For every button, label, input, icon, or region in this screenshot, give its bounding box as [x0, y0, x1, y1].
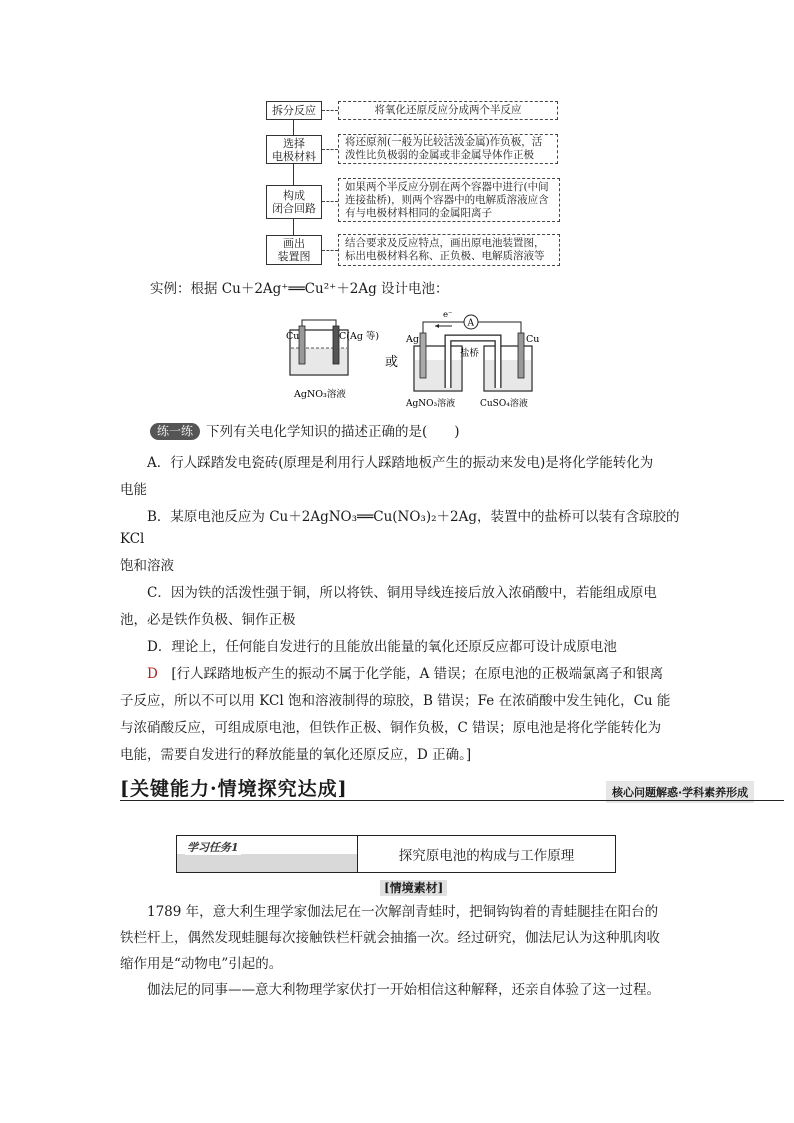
flow-step-3	[266, 185, 322, 219]
flow-step-3-desc	[338, 178, 560, 222]
or-label: 或	[385, 355, 399, 370]
practice-badge: 练一练	[150, 423, 200, 440]
label-cuso4: CuSO₄溶液	[480, 399, 528, 409]
option-a-line1: A．行人踩踏发电瓷砖(原理是利用行人踩踏地板产生的振动来发电)是将化学能转化为	[147, 455, 654, 471]
galvanic-cell-diagrams	[280, 308, 540, 418]
flow-step-label: 构成 闭合回路	[272, 189, 316, 215]
wire	[302, 320, 336, 326]
ammeter-label: A	[467, 318, 474, 329]
practice-question: 下列有关电化学知识的描述正确的是( )	[206, 424, 460, 440]
wire-left	[423, 322, 464, 333]
flow-desc-text: 将还原剂(一般为比较活泼金属)作负极，活 泼性比负极弱的金属或非金属导体作正极	[345, 136, 543, 161]
option-c-line1: C．因为铁的活泼性强于铜，所以将铁、铜用导线连接后放入浓硝酸中，若能组成原电	[147, 585, 657, 601]
flow-step-1	[266, 101, 322, 120]
flow-step-label: 画出 装置图	[277, 237, 311, 263]
flow-step-label: 选择 电极材料	[272, 136, 316, 163]
flow-link	[322, 250, 338, 251]
flow-step-4-desc	[338, 234, 560, 266]
material-p2-line1: 伽法尼的同事——意大利物理学家伏打一开始相信这种解释，还亲自体验了这一过程。	[147, 982, 660, 998]
task-title-cell	[358, 836, 615, 872]
electron-arrowhead	[435, 324, 439, 328]
example-text: 实例：根据 Cu＋2Ag⁺══Cu²⁺＋2Ag 设计电池：	[150, 281, 449, 297]
answer-line4: 电能，需要自发进行的释放能量的氧化还原反应，D 正确。]	[120, 747, 472, 763]
option-b-line2: 饱和溶液	[120, 558, 174, 574]
label-agno3: AgNO₃溶液	[294, 389, 346, 400]
electron-label: e⁻	[443, 310, 453, 320]
flow-step-4	[266, 235, 322, 265]
salt-bridge-cell-diagram	[405, 310, 539, 409]
flow-desc-text: 结合要求及反应特点，画出原电池装置图， 标出电极材料名称、正负极、电解质溶液等	[345, 237, 545, 262]
task-label-cell	[177, 836, 358, 872]
flow-link	[322, 149, 338, 150]
flow-connector	[293, 163, 294, 185]
flow-step-2	[266, 135, 322, 164]
cu-electrode-right	[518, 333, 524, 378]
task-title: 探究原电池的构成与工作原理	[398, 848, 575, 864]
flow-step-1-desc	[338, 101, 558, 120]
material-p1-line2: 铁栏杆上，偶然发现蛙腿每次接触铁栏杆就会抽搐一次。经过研究，伽法尼认为这种肌肉收	[120, 930, 660, 946]
label-carbon: C(Ag 等)	[339, 331, 380, 342]
label-cu: Cu	[286, 331, 300, 342]
flow-desc-text: 如果两个半反应分别在两个容器中进行(中间 连接盐桥)，则两个容器中的电解质溶液应含 有与电极材料相同的金属阳离子	[345, 180, 549, 219]
flow-connector	[293, 219, 294, 235]
simple-cell-diagram	[286, 320, 379, 400]
label-cu-right: Cu	[526, 334, 540, 345]
option-b-line1: B．某原电池反应为 Cu＋2AgNO₃══Cu(NO₃)₂＋2Ag，装置中的盐桥可以装有含琼胶的 KCl	[120, 509, 680, 547]
material-label	[380, 877, 447, 896]
flow-link	[322, 201, 338, 202]
cu-electrode	[299, 326, 305, 364]
practice-options	[120, 452, 680, 766]
wire-right	[478, 322, 521, 333]
option-a-line2: 电能	[120, 482, 147, 498]
ag-electrode	[420, 333, 426, 378]
material-p1-line3: 缩作用是“动物电”引起的。	[120, 956, 283, 972]
material-label-text: [情境素材]	[380, 880, 447, 896]
task-label: 学习任务1	[187, 841, 239, 854]
material-text	[120, 901, 680, 1001]
label-ag: Ag	[406, 334, 419, 345]
task-table	[176, 835, 616, 873]
flow-desc-text: 将氧化还原反应分成两个半反应	[374, 104, 522, 116]
explanation-text: [行人踩踏地板产生的振动不属于化学能，A 错误；在原电池的正极端氯离子和银离	[171, 666, 664, 682]
section-divider	[120, 800, 784, 801]
label-salt-bridge: 盐桥	[460, 348, 480, 359]
answer-line3: 与浓硝酸反应，可组成原电池，但铁作正极、铜作负极，C 错误；原电池是将化学能转化为	[120, 720, 662, 736]
flow-connector	[293, 119, 294, 135]
answer-letter: D	[147, 666, 158, 682]
section-subtitle: 核心问题解惑·学科素养形成	[606, 781, 754, 803]
flow-step-2-desc	[338, 134, 558, 164]
section-title: [关键能力·情境探究达成]	[120, 778, 348, 800]
practice-question-line	[150, 421, 460, 443]
option-d-line1: D．理论上，任何能自发进行的且能放出能量的氧化还原反应都可设计成原电池	[147, 639, 617, 655]
answer-line1	[120, 663, 680, 685]
material-p1-line1: 1789 年，意大利生理学家伽法尼在一次解剖青蛙时，把铜钩钩着的青蛙腿挂在阳台的	[147, 904, 659, 920]
answer-line2: 子反应，所以不可以用 KCl 饱和溶液制得的琼胶，B 错误；Fe 在浓硝酸中发生钝化，Cu 能	[120, 693, 671, 709]
flow-step-label: 拆分反应	[272, 104, 316, 117]
option-c-line2: 池，必是铁作负极、铜作正极	[120, 612, 296, 628]
flow-link	[322, 110, 338, 111]
label-agno3-right: AgNO₃溶液	[406, 399, 456, 409]
